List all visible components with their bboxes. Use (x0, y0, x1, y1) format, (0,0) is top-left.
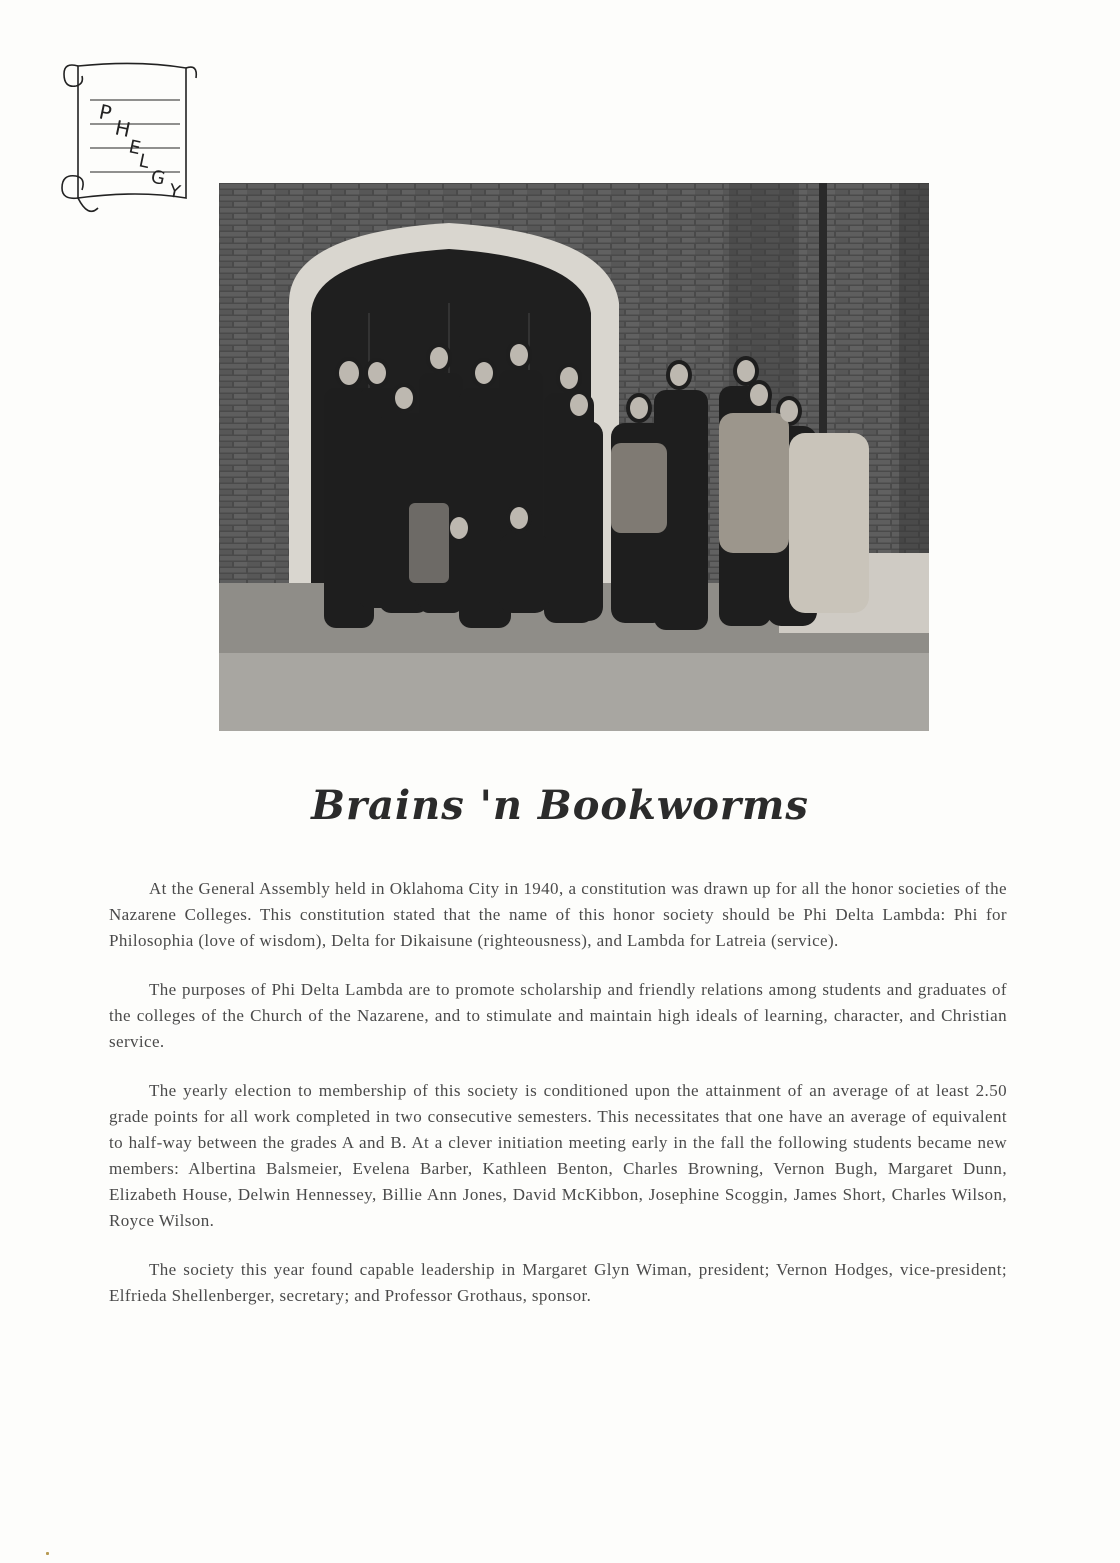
svg-text:H: H (112, 115, 133, 143)
paragraph-leadership: The society this year found capable leadership in Margaret Glyn Wiman, president; Vernon Hodges, vice-president; Elfrieda Shellenberger, secretary; and Professor Grothaus, sponsor. (109, 1260, 1007, 1305)
article-title: Brains 'n Bookworms (311, 782, 809, 829)
scroll-icon (28, 48, 208, 238)
article-body (109, 876, 1007, 1332)
paragraph-constitution: At the General Assembly held in Oklahoma City in 1940, a constitution was drawn up for all the honor societies of the Nazarene Colleges. This constitution stated that the name of this honor society should be Phi Delta Lambda: Phi for Philosophia (love of wisdom), Delta for Dikaisune (righteousness), and Lambda for Latreia (service). (109, 879, 1007, 950)
group-photo-illustration (219, 183, 929, 731)
svg-text:P: P (96, 99, 114, 126)
paragraph-membership: The yearly election to membership of this society is conditioned upon the attainment of an average of at least 2.50 grade points for all work completed in two consecutive semesters. This necessitates that one have an average of equivalent to half-way between the grades A and B. At a clever initiation meeting early in the fall the following students became new members: Albertina Balsmeier, Evelena Barber, Kathleen Benton, Charles Browning, Vernon Bugh, Margaret Dunn, Elizabeth House, Delwin Hennessey, Billie Ann Jones, David McKibbon, Josephine Scoggin, James Short, Charles Wilson, Royce Wilson. (109, 1081, 1007, 1230)
svg-text:Y: Y (166, 180, 183, 204)
group-photo (219, 183, 929, 731)
svg-text:L: L (136, 150, 152, 173)
print-speck (46, 1552, 49, 1555)
svg-text:G: G (148, 166, 167, 190)
svg-text:E: E (126, 136, 143, 160)
paragraph-purposes: The purposes of Phi Delta Lambda are to promote scholarship and friendly relations among students and graduates of the colleges of the Church of the Nazarene, and to stimulate and maintain high ideals of learning, character, and Christian service. (109, 980, 1007, 1051)
scroll-ornament-logo (28, 48, 208, 238)
